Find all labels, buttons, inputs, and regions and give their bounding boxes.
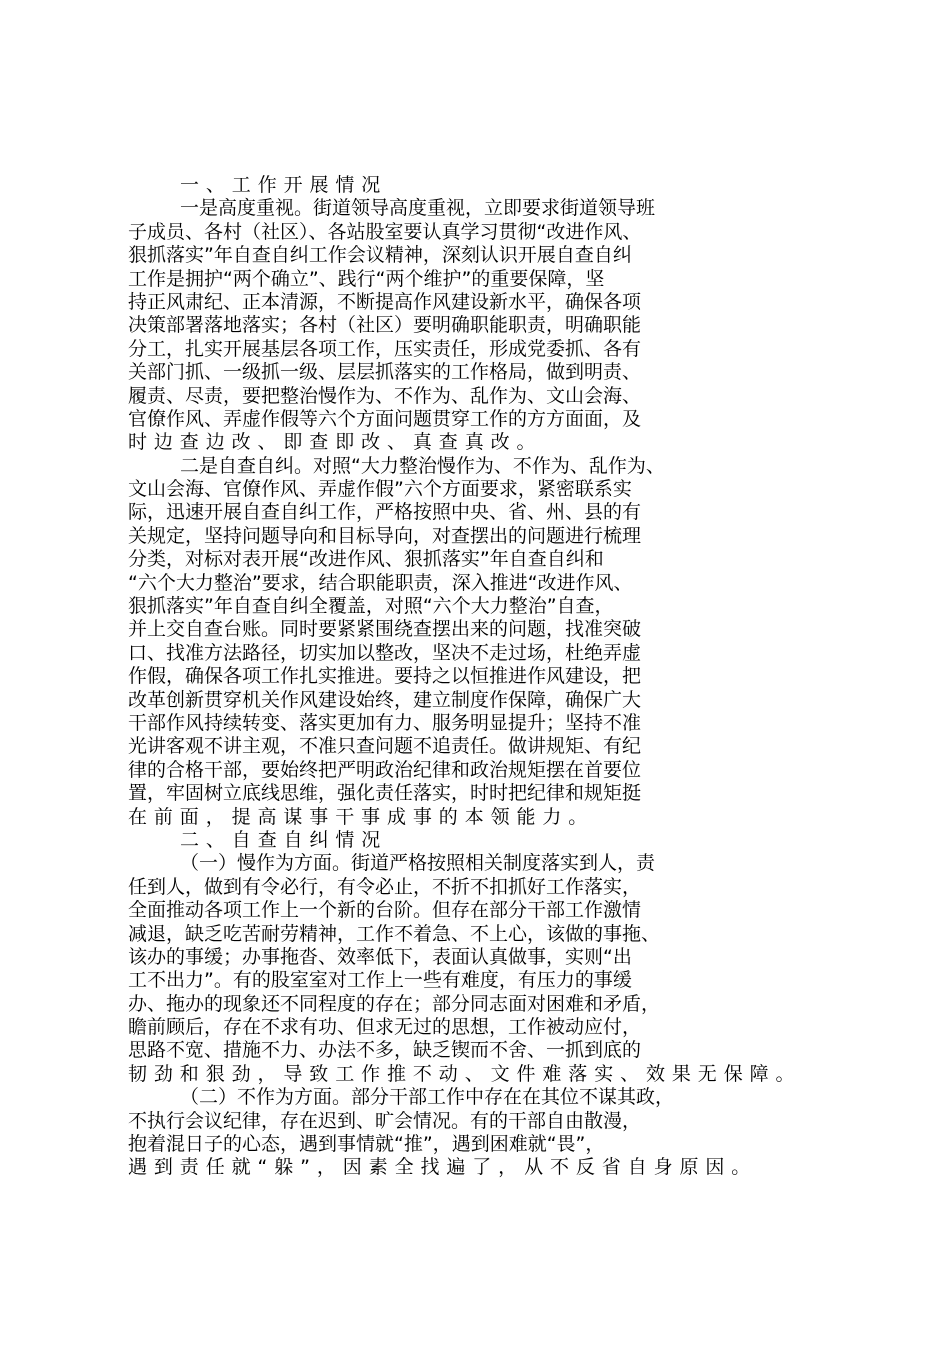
text-line: 口、找准方法路径，切实加以整改，坚决不走过场，杜绝弄虚 <box>128 641 642 664</box>
text-line: 作假，确保各项工作扎实推进。要持之以恒推进作风建设，把 <box>128 665 642 688</box>
text-line: 关规定，坚持问题导向和目标导向，对查摆出的问题进行梳理 <box>128 524 642 547</box>
text-line: 二、自查自纠情况 <box>180 828 388 851</box>
text-line: 改革创新贯穿机关作风建设始终，建立制度作保障，确保广大 <box>128 688 642 711</box>
text-line: 一是高度重视。街道领导高度重视，立即要求街道领导班 <box>180 197 656 220</box>
text-line: 抱着混日子的心态，遇到事情就“推”，遇到困难就“畏”， <box>128 1133 605 1156</box>
text-line: 分工，扎实开展基层各项工作，压实责任，形成党委抓、各有 <box>128 337 642 360</box>
text-line: 二是自查自纠。对照“大力整治慢作为、不作为、乱作为、 <box>180 454 665 477</box>
document-body <box>128 174 840 1180</box>
text-line: 干部作风持续转变、落实更加有力、服务明显提升；坚持不准 <box>128 711 642 734</box>
text-line: 时边查边改、即查即改、真查真改。 <box>128 431 543 454</box>
text-line: （二）不作为方面。部分干部工作中存在在其位不谋其政， <box>180 1086 675 1109</box>
text-line: 并上交自查台账。同时要紧紧围绕查摆出来的问题，找准突破 <box>128 618 642 641</box>
text-line: 狠抓落实”年自查自纠全覆盖，对照“六个大力整治”自查， <box>128 595 614 618</box>
text-line: 分类，对标对表开展“改进作风、狠抓落实”年自查自纠和 <box>128 548 604 571</box>
text-line: 在前面，提高谋事干事成事的本领能力。 <box>128 805 595 828</box>
text-line: 办、拖办的现象还不同程度的存在；部分同志面对困难和矛盾， <box>128 992 661 1015</box>
text-line: 思路不宽、措施不力、办法不多，缺乏锲而不舍、一抓到底的 <box>128 1039 642 1062</box>
text-line: 瞻前顾后，存在不求有功、但求无过的思想，工作被动应付， <box>128 1016 642 1039</box>
text-line: 履责、尽责，要把整治慢作为、不作为、乱作为、文山会海、 <box>128 384 642 407</box>
text-line: 关部门抓、一级抓一级、层层抓落实的工作格局，做到明责、 <box>128 361 642 384</box>
text-line: 该办的事缓；办事拖沓、效率低下，表面认真做事，实则“出 <box>128 945 632 968</box>
text-line: 遇到责任就“躲”，因素全找遍了，从不反省自身原因。 <box>128 1156 758 1179</box>
text-line: 律的合格干部，要始终把严明政治纪律和政治规矩摆在首要位 <box>128 758 642 781</box>
text-line: 一、工作开展情况 <box>180 174 388 196</box>
text-line: “六个大力整治”要求，结合职能职责，深入推进“改进作风、 <box>128 571 633 594</box>
text-line: 工作是拥护“两个确立”、践行“两个维护”的重要保障，坚 <box>128 267 605 290</box>
text-line: 狠抓落实”年自查自纠工作会议精神，深刻认识开展自查自纠 <box>128 244 632 267</box>
text-line: 减退，缺乏吃苦耐劳精神，工作不着急、不上心，该做的事拖、 <box>128 922 661 945</box>
text-line: （一）慢作为方面。街道严格按照相关制度落实到人，责 <box>180 852 656 875</box>
text-line: 全面推动各项工作上一个新的台阶。但存在部分干部工作激情 <box>128 899 642 922</box>
text-line: 工不出力”。有的股室室对工作上一些有难度，有压力的事缓 <box>128 969 632 992</box>
text-line: 持正风肃纪、正本清源，不断提高作风建设新水平，确保各项 <box>128 290 642 313</box>
text-line: 际，迅速开展自查自纠工作，严格按照中央、省、州、县的有 <box>128 501 642 524</box>
text-line: 不执行会议纪律，存在迟到、旷会情况。有的干部自由散漫， <box>128 1109 642 1132</box>
text-line: 决策部署落地落实；各村（社区）要明确职能职责，明确职能 <box>128 314 642 337</box>
text-line: 子成员、各村（社区）、各站股室要认真学习贯彻“改进作风、 <box>128 220 642 243</box>
text-line: 光讲客观不讲主观，不准只查问题不追责任。做讲规矩、有纪 <box>128 735 642 758</box>
text-line: 文山会海、官僚作风、弄虚作假”六个方面要求，紧密联系实 <box>128 478 632 501</box>
text-line: 韧劲和狠劲，导致工作推不动、文件难落实、效果无保障。 <box>128 1062 802 1085</box>
text-line: 任到人，做到有令必行，有令必止，不折不扣抓好工作落实， <box>128 875 642 898</box>
text-line: 置，牢固树立底线思维，强化责任落实，时时把纪律和规矩挺 <box>128 782 642 805</box>
text-line: 官僚作风、弄虚作假等六个方面问题贯穿工作的方方面面，及 <box>128 407 642 430</box>
